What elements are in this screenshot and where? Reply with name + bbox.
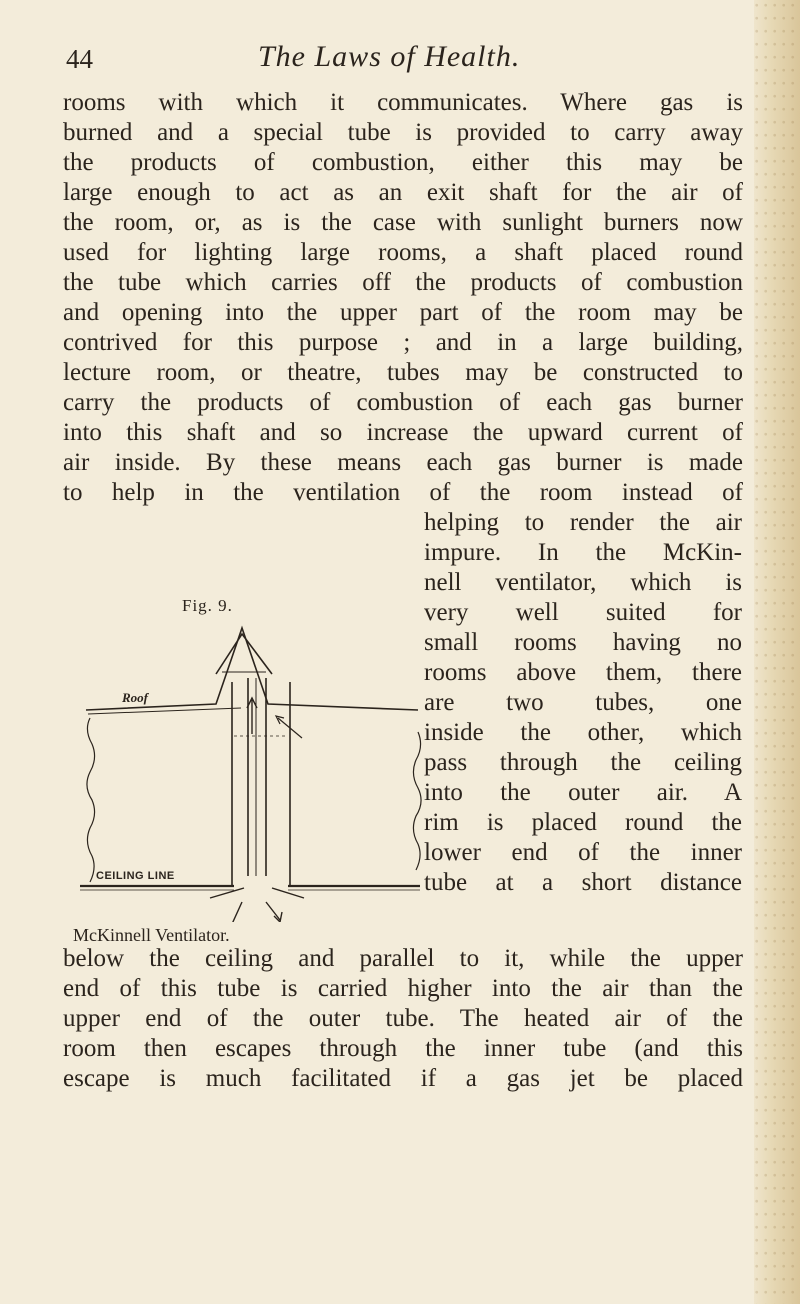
down-arrow-left xyxy=(232,902,242,922)
ceiling-line-label: CEILING LINE xyxy=(96,870,175,882)
text-line: to help in the ventilation of the room instead of xyxy=(63,479,743,506)
side-text-line: pass through the ceiling xyxy=(424,749,742,776)
figure-label: Fig. 9. xyxy=(182,596,233,615)
running-head xyxy=(66,38,766,78)
side-text-line: nell ventilator, which is xyxy=(424,569,742,596)
page-number: 44 xyxy=(66,44,93,74)
text-line: rooms with which it communicates. Where gas is xyxy=(63,89,743,116)
text-line: and opening into the upper part of the room may be xyxy=(63,299,743,326)
text-line: large enough to act as an exit shaft for the air of xyxy=(63,179,743,206)
text-line: burned and a special tube is provided to carry away xyxy=(63,119,743,146)
side-text-line: very well suited for xyxy=(424,599,742,626)
text-line: used for lighting large rooms, a shaft placed round xyxy=(63,239,743,266)
right-wall-break xyxy=(413,732,421,870)
text-line: upper end of the outer tube. The heated air of the xyxy=(63,1005,743,1032)
side-text-line: tube at a short distance xyxy=(424,869,742,896)
ventilator-cap xyxy=(216,634,272,674)
text-line: end of this tube is carried higher into the air than the xyxy=(63,975,743,1002)
text-line: into this shaft and so increase the upward current of xyxy=(63,419,743,446)
text-line: room then escapes through the inner tube (and this xyxy=(63,1035,743,1062)
text-line: air inside. By these means each gas burner is made xyxy=(63,449,743,476)
text-line: the products of combustion, either this may be xyxy=(63,149,743,176)
rim-right xyxy=(272,888,304,898)
side-text-line: small rooms having no xyxy=(424,629,742,656)
text-line: the room, or, as is the case with sunlight burners now xyxy=(63,209,743,236)
text-line: contrived for this purpose ; and in a large building, xyxy=(63,329,743,356)
text-line: escape is much facilitated if a gas jet be placed xyxy=(63,1065,743,1092)
down-arrow-right xyxy=(266,902,280,920)
side-text-line: helping to render the air xyxy=(424,509,742,536)
text-line: the tube which carries off the products of combustion xyxy=(63,269,743,296)
side-text-line: into the outer air. A xyxy=(424,779,742,806)
figure-caption: McKinnell Ventilator. xyxy=(73,925,230,945)
text-line: carry the products of combustion of each gas burner xyxy=(63,389,743,416)
text-line: below the ceiling and parallel to it, while the upper xyxy=(63,945,743,972)
text-line: lecture room, or theatre, tubes may be constructed to xyxy=(63,359,743,386)
side-text-line: rim is placed round the xyxy=(424,809,742,836)
side-text-line: inside the other, which xyxy=(424,719,742,746)
side-text-line: rooms above them, there xyxy=(424,659,742,686)
mckinnell-ventilator-figure xyxy=(66,614,422,922)
left-wall-break xyxy=(87,718,95,882)
side-text-line: lower end of the inner xyxy=(424,839,742,866)
page-edge-texture xyxy=(754,0,800,1304)
rim-left xyxy=(210,888,244,898)
roof-label: Roof xyxy=(122,690,148,705)
side-text-line: impure. In the McKin- xyxy=(424,539,742,566)
side-text-line: are two tubes, one xyxy=(424,689,742,716)
book-title: The Laws of Health. xyxy=(258,40,521,73)
